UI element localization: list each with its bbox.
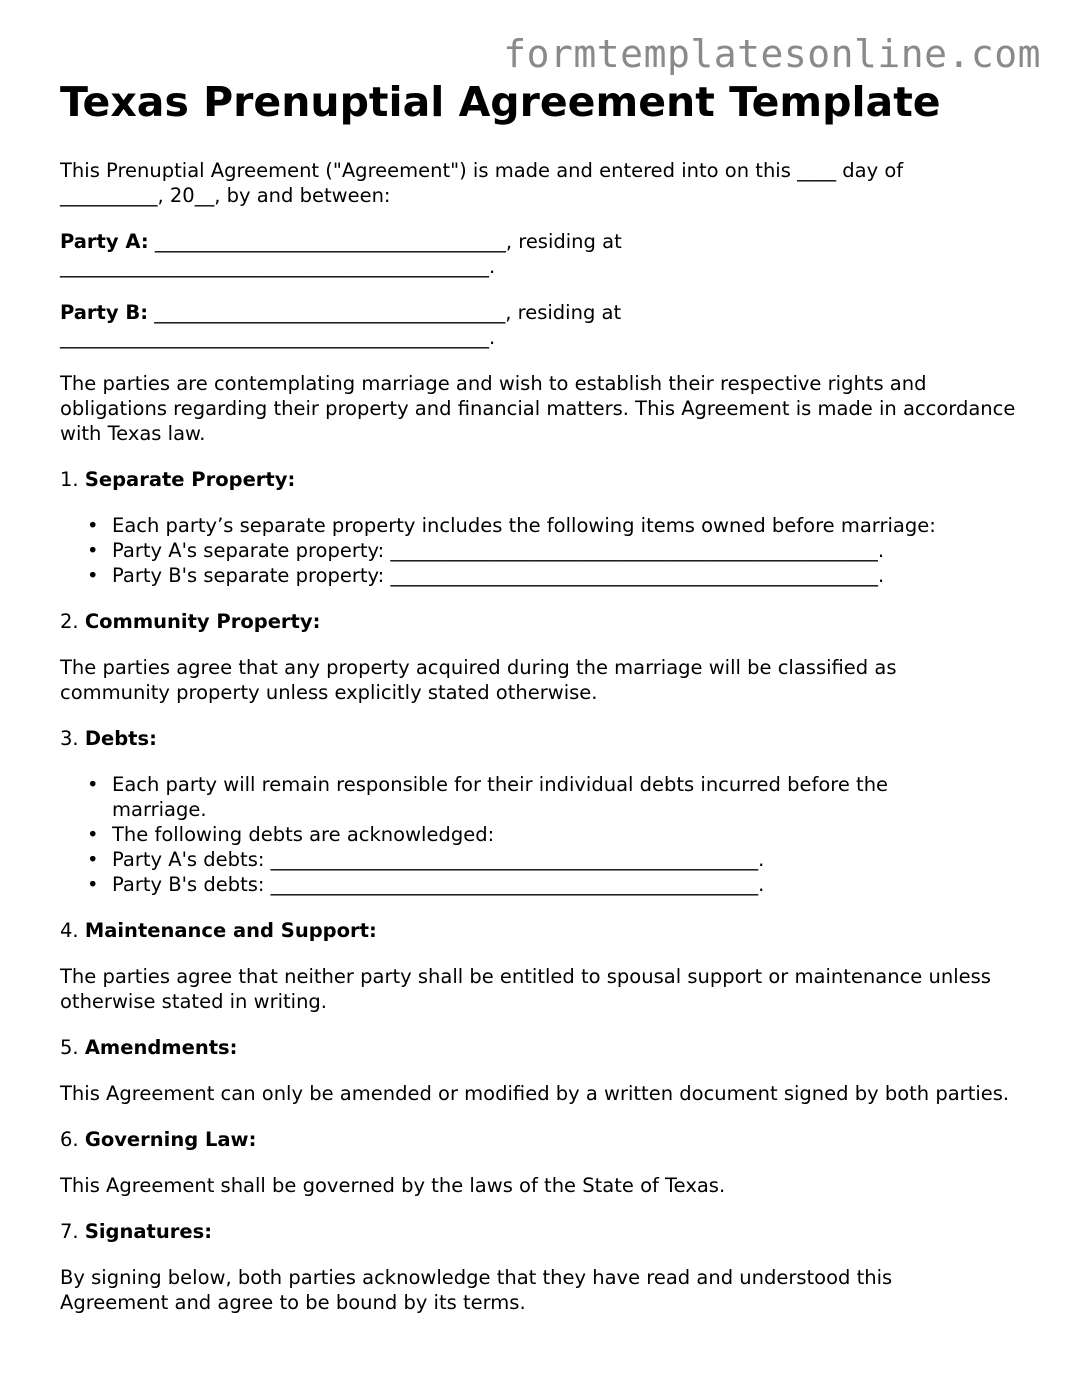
- section-3-heading: [60, 726, 1020, 751]
- intro-paragraph: [60, 158, 1020, 208]
- section-6-number: 6.: [60, 1128, 79, 1151]
- party-a-address-field: ____________________________________________.: [60, 255, 496, 278]
- section-2-text: The parties agree that any property acquired during the marriage will be classified as community property unless explicitly stated otherwise.: [60, 656, 897, 704]
- section-2-number: 2.: [60, 610, 79, 633]
- list-item: • Each party’s separate property includes the following items owned before marriage:: [112, 513, 1020, 538]
- party-b-name-field: ____________________________________, residing at: [154, 301, 622, 324]
- list-item: • Party B's debts: __________________________________________________.: [112, 872, 972, 897]
- party-a-name-field: ____________________________________, residing at: [154, 230, 622, 253]
- intro-line-2: __________, 20__, by and between:: [60, 184, 391, 207]
- section-1-heading: [60, 467, 1020, 492]
- section-3-list: [60, 772, 972, 897]
- section-7-text: By signing below, both parties acknowledge that they have read and understood this Agreement and agree to be bound by its terms.: [60, 1266, 893, 1314]
- section-4-title: Maintenance and Support:: [84, 919, 377, 942]
- section-5-heading: [60, 1035, 1020, 1060]
- section-6-heading: [60, 1127, 1020, 1152]
- section-2-title: Community Property:: [84, 610, 321, 633]
- section-7-number: 7.: [60, 1220, 79, 1243]
- list-item: • Party A's separate property: __________________________________________________.: [112, 538, 1020, 563]
- purpose-paragraph: The parties are contemplating marriage and wish to establish their respective rights and obligations regarding their property and financial matters. This Agreement is made in accordance with Texas law.: [60, 372, 1016, 445]
- watermark: formtemplatesonline.com: [503, 32, 1041, 76]
- section-2-heading: [60, 609, 1020, 634]
- party-b-block: [60, 300, 1020, 350]
- section-4-number: 4.: [60, 919, 79, 942]
- list-item: • Party B's separate property: __________________________________________________.: [112, 563, 1020, 588]
- section-7-heading: [60, 1219, 1020, 1244]
- section-4-heading: [60, 918, 1020, 943]
- list-item: • Each party will remain responsible for their individual debts incurred before the marriage.: [112, 772, 972, 822]
- section-3-number: 3.: [60, 727, 79, 750]
- section-1-title: Separate Property:: [84, 468, 296, 491]
- section-1-list: [60, 513, 1020, 588]
- section-5-title: Amendments:: [84, 1036, 238, 1059]
- list-item: • Party A's debts: __________________________________________________.: [112, 847, 972, 872]
- section-5-number: 5.: [60, 1036, 79, 1059]
- intro-line-1: This Prenuptial Agreement ("Agreement") is made and entered into on this ____ day of: [60, 159, 904, 182]
- section-6-title: Governing Law:: [84, 1128, 257, 1151]
- section-3-title: Debts:: [84, 727, 157, 750]
- document-page: [60, 78, 1020, 1336]
- party-b-label: Party B:: [60, 301, 149, 324]
- section-1-number: 1.: [60, 468, 79, 491]
- section-4-text: The parties agree that neither party shall be entitled to spousal support or maintenance unless otherwise stated in writing.: [60, 965, 991, 1013]
- list-item: • The following debts are acknowledged:: [112, 822, 972, 847]
- document-title: Texas Prenuptial Agreement Template: [60, 78, 941, 126]
- section-6-text: This Agreement shall be governed by the laws of the State of Texas.: [60, 1174, 726, 1197]
- party-b-address-field: ____________________________________________.: [60, 326, 496, 349]
- party-a-block: [60, 229, 1020, 279]
- section-5-text: This Agreement can only be amended or modified by a written document signed by both parties.: [60, 1082, 1010, 1105]
- party-a-label: Party A:: [60, 230, 149, 253]
- section-7-title: Signatures:: [84, 1220, 212, 1243]
